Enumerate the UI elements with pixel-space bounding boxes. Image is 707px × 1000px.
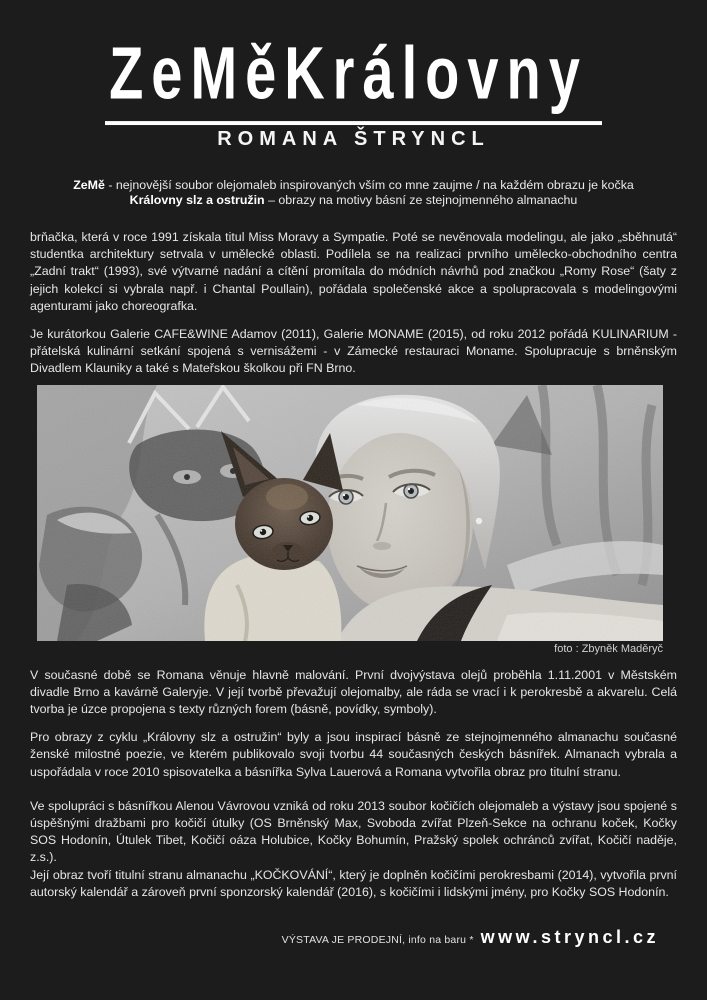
photo-credit: foto : Zbyněk Maděryč — [554, 642, 663, 655]
website-url: www.stryncl.cz — [480, 927, 659, 948]
bio-paragraph-6: Její obraz tvoří titulní stranu almanachu „KOČKOVÁNÍ“, který je doplněn kočičími perokresbami (2014), vytvořila první autorský kalendář a zároveň první sponzorský kalendář (2016), s kočičími i lidskými jmény, pro Kočky SOS Hodonín. — [30, 867, 677, 899]
page-title: ZeMěKrálovny — [105, 30, 602, 125]
portrait-photo — [37, 385, 663, 641]
intro-line-2-text: – obrazy na motivy básní ze stejnojmenného almanachu — [264, 192, 578, 207]
bio-paragraph-3: V současné době se Romana věnuje hlavně malování. První dvojvýstava olejů proběhla 1.11.2001 v Městském divadle Brno a kavárně Galeryje. V její tvorbě převažují olejomalby, ale ráda se vrací i k perokresbě a akvarelu. Celá tvorba je úzce propojena s texty různých forem (básně, povídky, symboly). — [30, 667, 677, 717]
intro-line-2-lead: Královny slz a ostružin — [129, 192, 265, 207]
intro-block — [30, 178, 677, 207]
photo-grain — [37, 385, 663, 641]
intro-line-1 — [30, 178, 677, 193]
footer — [30, 927, 659, 948]
artist-name: ROMANA ŠTRYNCL — [217, 128, 490, 150]
portrait-photo-image — [37, 385, 663, 641]
intro-line-2 — [30, 193, 677, 208]
bio-paragraph-5: Ve spolupráci s básnířkou Alenou Vávrovou vzniká od roku 2013 soubor kočičích olejomaleb a výstavy jsou spojené s úspěšnými dražbami pro kočičí útulky (OS Brněnský Max, Svoboda zvířat Plzeň-Sekce na ochranu koček, Kočky SOS Hodonín, Útulek Tibet, Kočičí oáza Holubice, Kočky Bohumín, Pražský spolek ochránců zvířat, Kočičí naděje, z.s.). — [30, 798, 677, 865]
sale-note: VÝSTAVA JE PRODEJNÍ, info na baru * — [281, 934, 474, 947]
bio-paragraph-4: Pro obrazy z cyklu „Královny slz a ostružin“ byly a jsou inspirací básně ze stejnojmenného almanachu současné ženské milostné poezie, ve kterém publikovalo svoji tvorbu 44 současných českých básnířek. Almanach vybrala a uspořádala v roce 2010 spisovatelka a básnířka Sylva Lauerová a Romana vytvořila obraz pro titulní stranu. — [30, 730, 677, 779]
header — [30, 30, 677, 151]
bio-paragraph-2: Je kurátorkou Galerie CAFE&WINE Adamov (2011), Galerie MONAME (2015), od roku 2012 pořádá KULINARIUM - přátelská kulinární setkání spojená s vernisážemi - v Zámecké restauraci Moname. Spolupracuje s brněnským Divadlem Klauniky a také s Mateřskou školkou při FN Brno. — [30, 327, 677, 376]
intro-line-1-lead: ZeMě — [73, 178, 105, 192]
bio-paragraph-1: brňačka, která v roce 1991 získala titul Miss Moravy a Sympatie. Poté se nevěnovala modelingu, ale jako „sběhnutá“ studentka architektury setrvala v umělecké oblasti. Podílela se na realizaci prvního umělecko-obchodního centra „Zadní trakt“ (1993), své výtvarné nadání a cítění promítala do módních návrhů pod značkou „Romy Rose“ (šaty z jejich kolekcí si vybrala např. i Chantal Poullain), pořádala společenské akce a spolupracovala s modelingovými agenturami jako choreografka. — [30, 230, 677, 313]
intro-line-1-text: - nejnovější soubor olejomaleb inspirovaných vším co mne zaujme / na každém obrazu je kočka — [104, 178, 634, 192]
